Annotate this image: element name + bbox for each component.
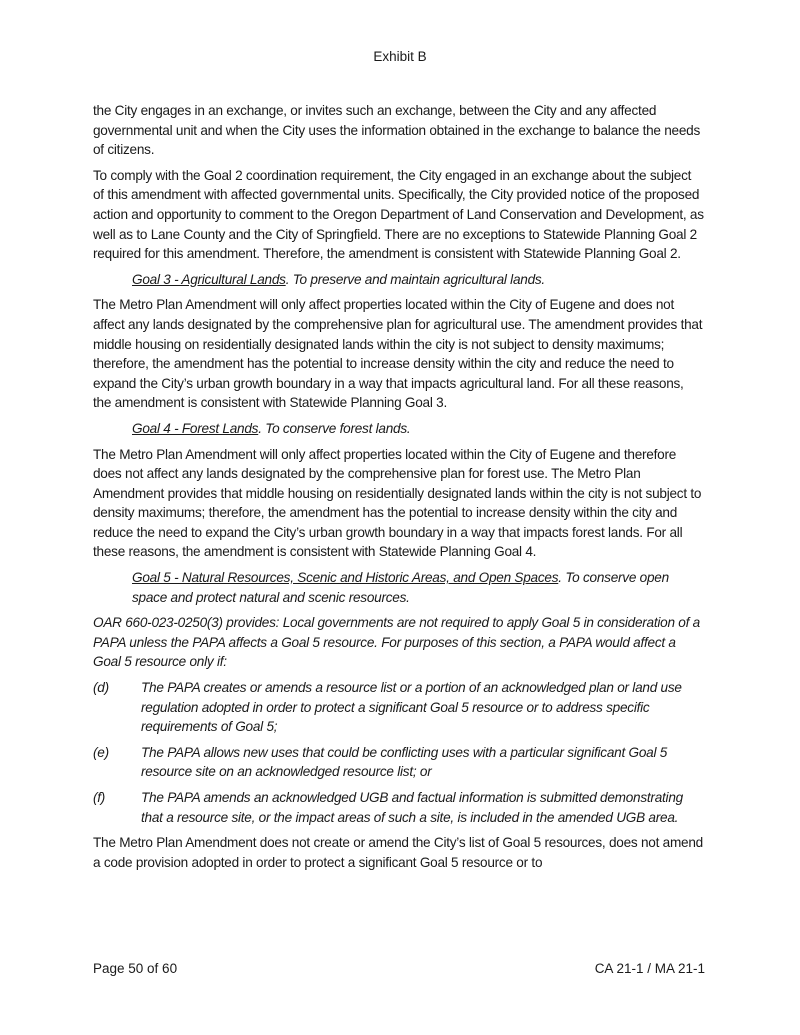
goal-text: . To conserve open space and protect natural and scenic resources. [132,570,669,605]
page-number: Page 50 of 60 [93,961,178,976]
page-footer [93,961,705,976]
goal-title: Goal 5 - Natural Resources, Scenic and Historic Areas, and Open Spaces [132,570,559,586]
goal-title: Goal 3 - Agricultural Lands [132,271,286,287]
goal-text: . To preserve and maintain agricultural lands. [285,271,545,287]
item-text: The PAPA creates or amends a resource list or a portion of an acknowledged plan or land use regulation adopted in order to protect a significant Goal 5 resource or to address specific requirements of Goal 5; [141,680,682,735]
oar-quote: OAR 660-023-0250(3) provides: Local governments are not required to apply Goal 5 in consideration of a PAPA unless the PAPA affects a Goal 5 resource. For purposes of this section, a PAPA would affect a Goal 5 resource only if: [93,615,700,670]
item-text: The PAPA allows new uses that could be conflicting uses with a particular significant Goal 5 resource site on an acknowledged resource list; or [141,744,668,780]
page-header: Exhibit B [373,49,427,64]
document-body [93,101,705,878]
case-reference: CA 21-1 / MA 21-1 [594,961,705,976]
item-text: The PAPA amends an acknowledged UGB and factual information is submitted demonstrating that a resource site, or the impact areas of such a site, is included in the amended UGB area. [141,790,683,825]
paragraph: The Metro Plan Amendment will only affect properties located within the City of Eugene and therefore does not affect any lands designated by the comprehensive plan for forest use. The Metro Plan Amendment provides that middle housing on residentially designated lands within the city is not subject to density maximums; therefore, the amendment has the potential to increase density within the city and reduce the need to expand the City’s urban growth boundary in a way that impacts forest lands. For all these reasons, the amendment is consistent with Statewide Planning Goal 4. [93,446,702,560]
list-item [93,788,705,827]
paragraph: the City engages in an exchange, or invites such an exchange, between the City and any affected governmental unit and when the City uses the information obtained in the exchange to balance the needs of citizens. [93,103,701,158]
goal-title: Goal 4 - Forest Lands [132,420,259,436]
item-label: (f) [93,790,106,805]
paragraph: To comply with the Goal 2 coordination requirement, the City engaged in an exchange about the subject of this amendment with affected governmental units. Specifically, the City provided notice of the proposed action and opportunity to comment to the Oregon Department of Land Conservation and Development, as well as to Lane County and the City of Springfield. There are no exceptions to Statewide Planning Goal 2 required for this amendment. Therefore, the amendment is consistent with Statewide Planning Goal 2. [93,167,704,262]
item-label: (e) [93,744,109,760]
goal-5-heading [132,568,705,607]
list-item [93,743,705,782]
list-item [93,678,705,737]
item-label: (d) [93,680,109,696]
goal-3-heading [132,270,705,290]
paragraph: The Metro Plan Amendment will only affect properties located within the City of Eugene and does not affect any lands designated by the comprehensive plan for agricultural use. The amendment provides that middle housing on residentially designated lands within the city is not subject to density maximums; therefore, the amendment has the potential to increase density within the city and reduce the need to expand the City’s urban growth boundary in a way that impacts agricultural land. For all these reasons, the amendment is consistent with Statewide Planning Goal 3. [93,297,703,411]
goal-4-heading [132,419,705,439]
paragraph: The Metro Plan Amendment does not create or amend the City’s list of Goal 5 resources, does not amend a code provision adopted in order to protect a significant Goal 5 resource or to [93,835,703,870]
goal-text: . To conserve forest lands. [258,420,411,436]
